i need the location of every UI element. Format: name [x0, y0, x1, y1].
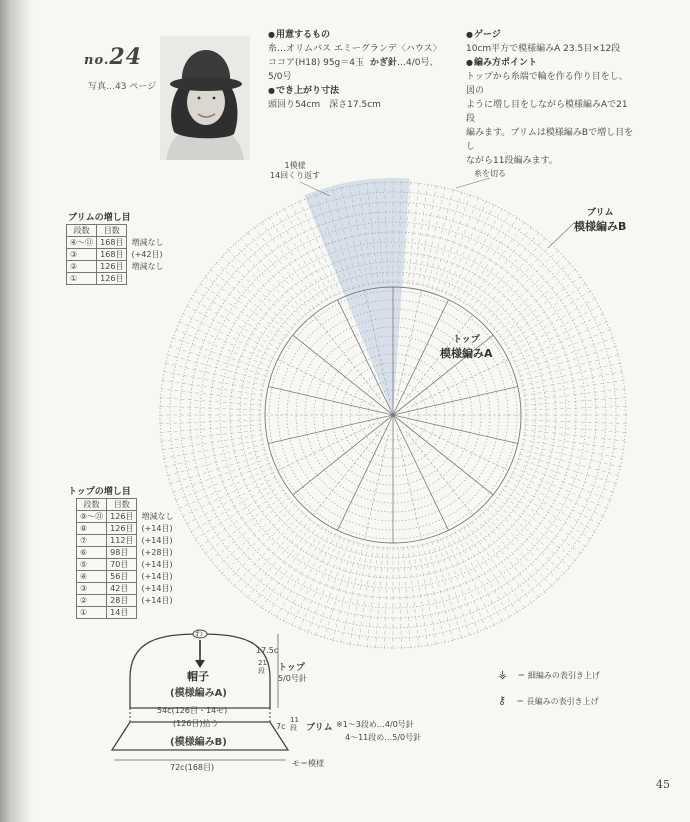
page-number: 45 — [656, 778, 670, 791]
brim-pointer — [548, 222, 575, 248]
table-row: ⑤ 70目 (+14目) — [77, 559, 177, 571]
brim-stitch-column — [505, 485, 594, 541]
brim-stitch-column — [157, 388, 261, 400]
chart-spoke — [313, 431, 380, 515]
brim-stitch-column — [167, 454, 267, 485]
table-row: ⑧ 126目 (+14目) — [77, 523, 177, 535]
brim-stitch-column — [398, 547, 402, 652]
brim-stitch-column — [157, 430, 261, 442]
chart-spoke — [393, 415, 449, 530]
brim-stitch-column — [521, 449, 622, 476]
top-hook-label: 5/0号針 — [278, 674, 307, 683]
top-increase-table: 段数 目数 ⑨～㉑ 126目 増減なし ⑧ 126目 (+14目) ⑦ 112目 (+14目) ⑥ 98目 (+28目) ⑤ 70目 (+14目) ④ 56目 (+14目) ③ 42目 (+14目) ② 28目 (+14目) ① 14目 — [76, 498, 177, 619]
hook-line-2: 5/0号 — [268, 72, 292, 82]
top-label: トップ — [278, 663, 305, 673]
gauge-line: 10cm平方で模様編みA 23.5目×12段 — [466, 44, 621, 54]
brim-stitch-column — [156, 420, 261, 424]
brim-stitch-column — [167, 345, 267, 376]
brim-stitch-column — [238, 235, 306, 315]
brim-stitch-column — [496, 267, 578, 332]
brim-stitch-column — [483, 241, 554, 318]
cut-yarn-label: 糸を切る — [474, 169, 506, 178]
brim-stitch-column — [518, 337, 617, 372]
hat-schematic — [110, 626, 310, 776]
brim-stitch-column — [238, 515, 306, 595]
brim-stitch-column — [467, 219, 526, 306]
brim-stitch-column — [499, 274, 583, 336]
brim-stitch-column — [323, 541, 354, 641]
chart-spoke — [393, 415, 493, 495]
brim-stitch-column — [267, 527, 323, 616]
brim-depth-label: 7c — [276, 722, 286, 731]
brim-stitch-column — [518, 459, 617, 494]
table-row: ② 126目 増減なし — [67, 261, 167, 273]
photo-reference: 写真…43 ページ — [88, 82, 157, 92]
table-row: ① 14目 — [77, 607, 177, 619]
brim-table-title: ブリムの増し目 — [68, 213, 131, 223]
chart-spoke — [337, 415, 393, 530]
brim-stitch-column — [479, 235, 547, 315]
points-line: トップから糸端で輪を作る作り目をし、図の — [466, 72, 628, 96]
brim-stitch-column — [519, 454, 619, 485]
brim-stitch-column — [486, 247, 560, 321]
brim-stitch-column — [202, 274, 286, 336]
brim-stitch-column — [245, 518, 310, 600]
brim-stitch-column — [483, 512, 554, 589]
size-line: 頭回り54cm 深さ17.5cm — [268, 100, 381, 110]
brim-stitch-column — [298, 536, 340, 632]
brim-stitch-column — [455, 205, 504, 298]
brim-stitch-column — [202, 493, 286, 555]
materials-heading: ● 用意するもの — [268, 28, 463, 42]
brim-stitch-column — [225, 508, 299, 582]
brim-stitch-column — [197, 489, 284, 548]
brim-stitch-column — [475, 518, 540, 600]
brim-stitch-column — [510, 304, 603, 353]
chart-spoke — [405, 431, 472, 515]
brim-stitch-column — [432, 189, 463, 289]
brim-stitch-column — [219, 254, 296, 325]
points-line: 編みます。ブリムは模様編みBで増し目をし — [466, 128, 634, 152]
brim-stitch-column — [172, 328, 270, 366]
brim-stitch-column — [232, 241, 303, 318]
brim-stitch-column — [267, 214, 323, 303]
table-row: ③ 168目 (+42目) — [67, 249, 167, 261]
sc-post-symbol-icon: ⚶ — [498, 668, 508, 681]
brim-stitch-column — [427, 186, 454, 287]
legend-item-dc-post: ⚷ ＝ 長編みの表引き上げ — [498, 694, 599, 707]
brim-stitch-column — [164, 354, 265, 381]
brim-stitch-column — [479, 515, 547, 595]
brim-stitch-column — [446, 536, 488, 632]
brim-stitch-column — [408, 546, 420, 650]
brim-stitch-column — [525, 420, 630, 424]
brim-stitch-column — [408, 179, 420, 283]
brim-stitch-column — [259, 219, 318, 306]
table-row: ⑥ 98目 (+28目) — [77, 547, 177, 559]
color-hook-line: ココア(H18) 95g＝4玉 かぎ針…4/0号、 — [268, 58, 439, 68]
chart-spoke — [293, 415, 393, 495]
brim-stitch-column — [164, 449, 265, 476]
points-heading: ● 編み方ポイント — [466, 56, 636, 70]
brim-stitch-column — [332, 543, 359, 644]
top-pattern-label: トップ 模様編みA — [440, 335, 493, 360]
chart-spoke — [393, 387, 518, 415]
brim-stitch-column — [521, 354, 622, 381]
brim-stitch-column — [176, 320, 272, 362]
brim-stitch-column — [384, 547, 388, 652]
brim-pattern-label: ブリム 模様編みB — [574, 208, 627, 233]
points-line: ながら11段編みます。 — [466, 156, 558, 166]
brim-label: ブリム — [306, 723, 333, 733]
mo-note: モ＝模様 — [292, 759, 324, 768]
table-row: ③ 42目 (+14目) — [77, 583, 177, 595]
brim-stitch-column — [156, 406, 261, 410]
hat-title: 帽子 — [187, 670, 209, 683]
brim-stitch-column — [525, 406, 630, 410]
brim-stitch-column — [427, 543, 454, 644]
chart-spoke — [365, 434, 389, 539]
brim-stitch-column — [432, 541, 463, 641]
brim-stitch-column — [471, 521, 533, 605]
brim-stitch-column — [172, 463, 270, 501]
size-heading: ● でき上がり寸法 — [268, 84, 463, 98]
brim-stitch-column — [519, 345, 619, 376]
pickup-label: (126目)拾う — [173, 719, 219, 728]
dc-post-symbol-icon: ⚷ — [498, 694, 507, 707]
brim-stitch-column — [446, 198, 488, 294]
brim-stitch-column — [259, 524, 318, 611]
brim-stitch-column — [437, 540, 472, 639]
brim-stitch-column — [499, 493, 583, 555]
table-row: ⑨～㉑ 126目 増減なし — [77, 511, 177, 523]
bottom-width-label: 72c(168目) — [170, 763, 215, 772]
brim-stitch-column — [252, 224, 314, 308]
brim-stitch-column — [475, 230, 540, 312]
brim-stitch-column — [315, 540, 350, 639]
brim-stitch-column — [169, 459, 268, 494]
top-table-title: トップの増し目 — [68, 487, 131, 497]
brim-stitch-column — [169, 337, 268, 372]
repeat-label: 1模様 14回くり返す — [270, 161, 321, 180]
brim-stitch-column — [219, 505, 296, 576]
chart-spoke — [411, 424, 508, 471]
brim-stitch-column — [366, 546, 378, 650]
brim-stitch-column — [524, 430, 628, 442]
ring-label: わ — [195, 629, 203, 638]
cut-pointer — [456, 178, 490, 188]
legend-item-sc-post: ⚶ ＝ 細編みの表引き上げ — [498, 668, 600, 681]
brim-increase-table: 段数 目数 ④～⑪ 168目 増減なし ③ 168目 (+42目) ② 126目 増減なし ① 126目 — [66, 224, 167, 285]
rows-21-label: 21段 — [258, 659, 267, 675]
brim-stitch-column — [232, 512, 303, 589]
yarn-line: 糸…オリムパス エミーグランデ〈ハウス〉 — [268, 44, 442, 54]
brim-stitch-column — [463, 214, 519, 303]
brim-stitch-column — [490, 505, 567, 576]
pattern-number: no.24 — [84, 44, 143, 70]
chart-spoke — [268, 415, 393, 443]
brim-stitch-column — [502, 281, 589, 340]
gauge-heading: ● ゲージ — [466, 28, 636, 42]
depth-label: 17.5c — [256, 646, 279, 655]
brim-stitch-column — [486, 508, 560, 582]
brim-stitch-column — [524, 388, 628, 400]
table-row: ④ 56目 (+14目) — [77, 571, 177, 583]
brim-stitch-column — [467, 524, 526, 611]
rows-11-label: 11段 — [290, 716, 299, 732]
chart-spoke — [278, 359, 375, 406]
brim-stitch-column — [197, 281, 284, 340]
brim-stitch-column — [471, 224, 533, 308]
brim-stitch-column — [225, 247, 299, 321]
brim-note-2: 4～11段め…5/0号針 — [345, 733, 422, 742]
brim-note-1: ※1～3段め…4/0号針 — [336, 720, 414, 729]
brim-stitch-column — [502, 489, 589, 548]
table-row: ⑦ 112目 (+14目) — [77, 535, 177, 547]
pattern-a-label: (模様編みA) — [170, 688, 227, 699]
table-row: ② 28目 (+14目) — [77, 595, 177, 607]
brim-stitch-column — [192, 485, 281, 541]
brim-stitch-column — [514, 320, 610, 362]
brim-stitch-column — [514, 468, 610, 510]
pattern-b-label: (模様編みB) — [170, 737, 227, 748]
brim-stitch-column — [490, 254, 567, 325]
brim-stitch-column — [437, 191, 472, 290]
brim-stitch-column — [176, 468, 272, 510]
brim-stitch-column — [496, 497, 578, 562]
brim-stitch-column — [252, 521, 314, 605]
points-line: ように増し目をしながら模様編みAで21段 — [466, 100, 628, 124]
width-label: 54c(126目・14モ) — [157, 706, 228, 715]
table-row: ① 126目 — [67, 273, 167, 285]
table-row: ④～⑪ 168目 増減なし — [67, 237, 167, 249]
